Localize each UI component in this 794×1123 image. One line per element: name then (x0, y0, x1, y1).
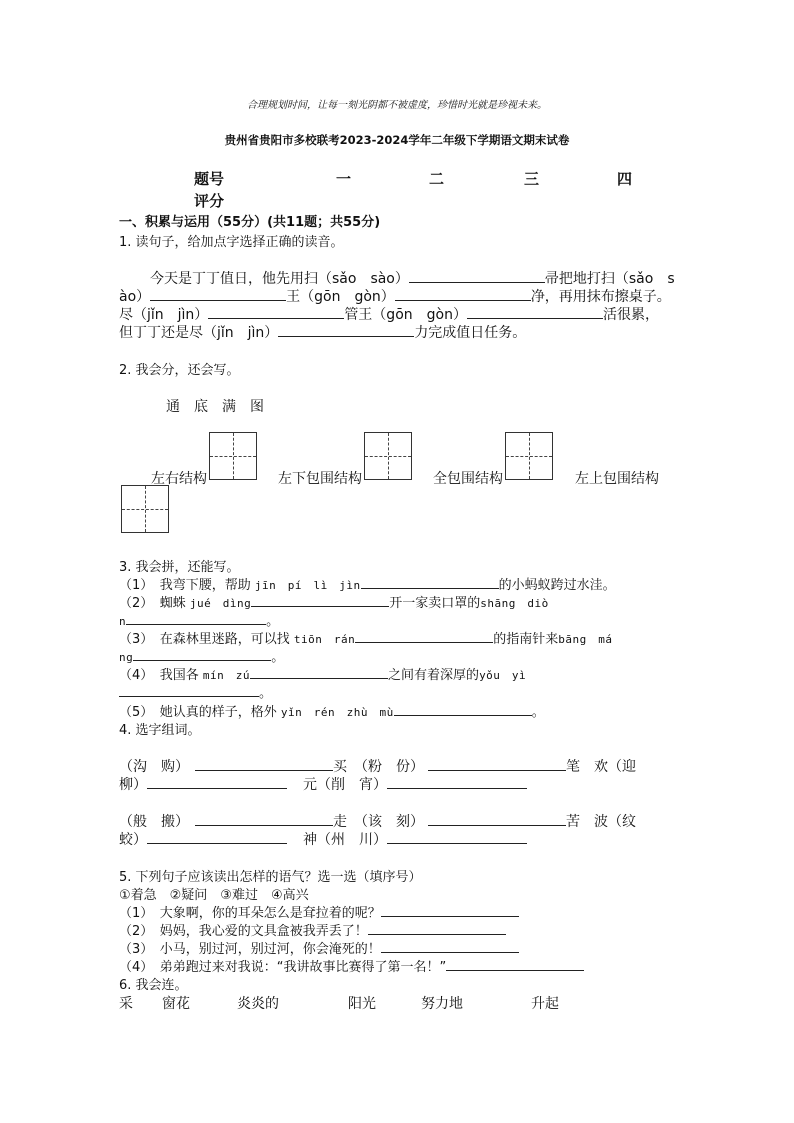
q4-text: 蛟） (119, 832, 147, 848)
q1-text: 帚把地打扫（sǎo s (544, 271, 675, 287)
q1-line-1 (150, 268, 675, 288)
q1-text: 活很累， (602, 307, 659, 323)
score-table-score-label: 评分 (194, 192, 225, 210)
q3-text: 开一家卖口罩的 (389, 596, 481, 611)
q6-word-4[interactable]: 阳光 (348, 996, 376, 1012)
q3-text: 。 (266, 614, 280, 629)
writing-grid[interactable] (209, 432, 257, 480)
q6-word-2[interactable]: 窗花 (162, 996, 190, 1012)
q4-prompt: 4. 选字组词。 (119, 723, 201, 738)
answer-blank[interactable] (467, 305, 603, 319)
pinyin: ng (119, 651, 134, 664)
q4-text: 走 （该 刻） (333, 814, 424, 830)
q1-text: 王（gōn gòn） (286, 289, 395, 305)
q6-word-1[interactable]: 采 (119, 996, 133, 1012)
q1-prompt: 1. 读句子，给加点字选择正确的读音。 (119, 235, 344, 250)
exam-title: 贵州省贵阳市多校联考2023-2024学年二年级下学期语文期末试卷 (224, 133, 570, 147)
q3-item-3-cont (119, 646, 284, 665)
q3-item-2-cont (119, 610, 279, 629)
answer-blank[interactable] (278, 323, 414, 337)
q6-prompt: 6. 我会连。 (119, 978, 188, 993)
q5-text: （4） 弟弟跑过来对我说：“我讲故事比赛得了第一名！” (119, 960, 447, 975)
q5-item-3 (119, 938, 519, 957)
q4-text: （沟 购） (119, 759, 189, 775)
answer-blank[interactable] (446, 957, 584, 971)
writing-grid[interactable] (121, 485, 169, 533)
q5-text: （3） 小马，别过河，别过河，你会淹死的！ (119, 942, 381, 957)
answer-blank[interactable] (251, 593, 389, 607)
answer-blank[interactable] (428, 812, 566, 826)
q4-text: 柳） (119, 777, 147, 793)
answer-blank[interactable] (394, 702, 532, 716)
q4-text: 神（州 川） (303, 832, 387, 848)
q4-row-1 (119, 756, 636, 776)
q1-text: 尽（jǐn jìn） (119, 307, 209, 323)
q1-text: ào） (119, 289, 151, 305)
answer-blank[interactable] (387, 830, 527, 844)
q3-item-4-cont (119, 682, 272, 701)
pinyin: jué dìng (189, 597, 252, 610)
pinyin: n (119, 615, 127, 628)
score-table-col-3: 三 (524, 170, 540, 188)
writing-grid[interactable] (364, 432, 412, 480)
q2-structure-2: 左下包围结构 (278, 471, 362, 487)
q2-words: 通 底 满 图 (166, 399, 264, 415)
pinyin: mín zú (202, 669, 251, 682)
q4-row-2 (119, 774, 527, 794)
answer-blank[interactable] (195, 757, 333, 771)
answer-blank[interactable] (147, 775, 287, 789)
q1-text: 但丁丁还是尽（jǐn jìn） (119, 325, 279, 341)
q5-text: （2） 妈妈，我心爱的文具盒被我弄丢了！ (119, 924, 368, 939)
q4-text: 元（削 宵） (303, 777, 387, 793)
q1-line-2 (119, 286, 671, 306)
q3-prompt: 3. 我会拼，还能写。 (119, 560, 240, 575)
q4-row-4 (119, 829, 527, 849)
answer-blank[interactable] (361, 575, 499, 589)
q5-item-2 (119, 920, 506, 939)
q2-structure-4: 左上包围结构 (575, 471, 659, 487)
q5-item-1 (119, 902, 519, 921)
score-table-col-4: 四 (617, 170, 633, 188)
score-table-question-label: 题号 (194, 170, 225, 188)
q3-text: 。 (271, 650, 285, 665)
answer-blank[interactable] (147, 830, 287, 844)
q5-text: （1） 大象啊，你的耳朵怎么是耷拉着的呢？ (119, 906, 381, 921)
writing-grid[interactable] (505, 432, 553, 480)
score-table-col-2: 二 (429, 170, 445, 188)
q1-line-3 (119, 304, 659, 324)
q3-text: （2） 蜘蛛 (119, 596, 186, 611)
q4-text: （般 搬） (119, 814, 189, 830)
answer-blank[interactable] (395, 287, 531, 301)
q3-item-4 (119, 664, 526, 683)
q2-structure-1: 左右结构 (151, 471, 207, 487)
pinyin: yǒu yì (479, 669, 527, 682)
q3-text: （5） 她认真的样子，格外 (119, 705, 277, 720)
q3-item-1 (119, 574, 616, 593)
q3-text: （4） 我国各 (119, 668, 199, 683)
answer-blank[interactable] (250, 665, 388, 679)
pinyin: tiōn rán (293, 633, 356, 646)
pinyin: shāng diò (480, 597, 549, 610)
q3-text: （1） 我弯下腰，帮助 (119, 578, 251, 593)
q4-text: 笔 欢（迎 (566, 759, 636, 775)
answer-blank[interactable] (381, 939, 519, 953)
answer-blank[interactable] (355, 629, 493, 643)
q4-text: 买 （粉 份） (333, 759, 424, 775)
q1-text: 今天是丁丁值日，他先用扫（sǎo sào） (150, 271, 409, 287)
pinyin: bāng má (558, 633, 613, 646)
q1-text: 管王（gōn gòn） (344, 307, 467, 323)
q4-text: 苦 波（纹 (566, 814, 636, 830)
answer-blank[interactable] (387, 775, 527, 789)
q1-text: 净，再用抹布擦桌子。 (530, 289, 671, 305)
q6-word-3[interactable]: 炎炎的 (237, 996, 279, 1012)
section-heading: 一、积累与运用（55分）(共11题；共55分) (119, 215, 381, 230)
answer-blank[interactable] (133, 647, 271, 661)
answer-blank[interactable] (409, 269, 545, 283)
q4-row-3 (119, 811, 636, 831)
q6-word-6[interactable]: 升起 (531, 996, 559, 1012)
q3-text: （3） 在森林里迷路，可以找 (119, 632, 290, 647)
q3-text: 的指南针来 (493, 632, 559, 647)
q3-text: 的小蚂蚁跨过水洼。 (498, 578, 616, 593)
q1-text: 力完成值日任务。 (414, 325, 527, 341)
header-motto: 合理规划时间，让每一刻光阴都不被虚度，珍惜时光就是珍视未来。 (247, 100, 547, 111)
answer-blank[interactable] (368, 921, 506, 935)
q6-word-5[interactable]: 努力地 (421, 996, 463, 1012)
score-table-col-1: 一 (336, 170, 352, 188)
q3-item-3 (119, 628, 613, 647)
q2-prompt: 2. 我会分，还会写。 (119, 363, 240, 378)
q3-item-5 (119, 701, 545, 720)
answer-blank[interactable] (208, 305, 344, 319)
q2-structure-3: 全包围结构 (433, 471, 503, 487)
answer-blank[interactable] (150, 287, 286, 301)
answer-blank[interactable] (428, 757, 566, 771)
q3-text: 。 (531, 705, 545, 720)
answer-blank[interactable] (126, 611, 266, 625)
q3-text: 之间有着深厚的 (388, 668, 480, 683)
pinyin: yǐn rén zhù mù (280, 706, 394, 719)
q5-options: ①着急 ②疑问 ③难过 ④高兴 (119, 888, 309, 903)
q1-line-4 (119, 322, 526, 342)
answer-blank[interactable] (381, 903, 519, 917)
answer-blank[interactable] (195, 812, 333, 826)
pinyin: jīn pí lì jìn (254, 579, 361, 592)
q5-item-4 (119, 956, 584, 975)
q5-prompt: 5. 下列句子应该读出怎样的语气？选一选（填序号） (119, 870, 422, 885)
q3-text: 。 (259, 686, 273, 701)
q3-item-2 (119, 592, 549, 611)
answer-blank[interactable] (119, 683, 259, 697)
